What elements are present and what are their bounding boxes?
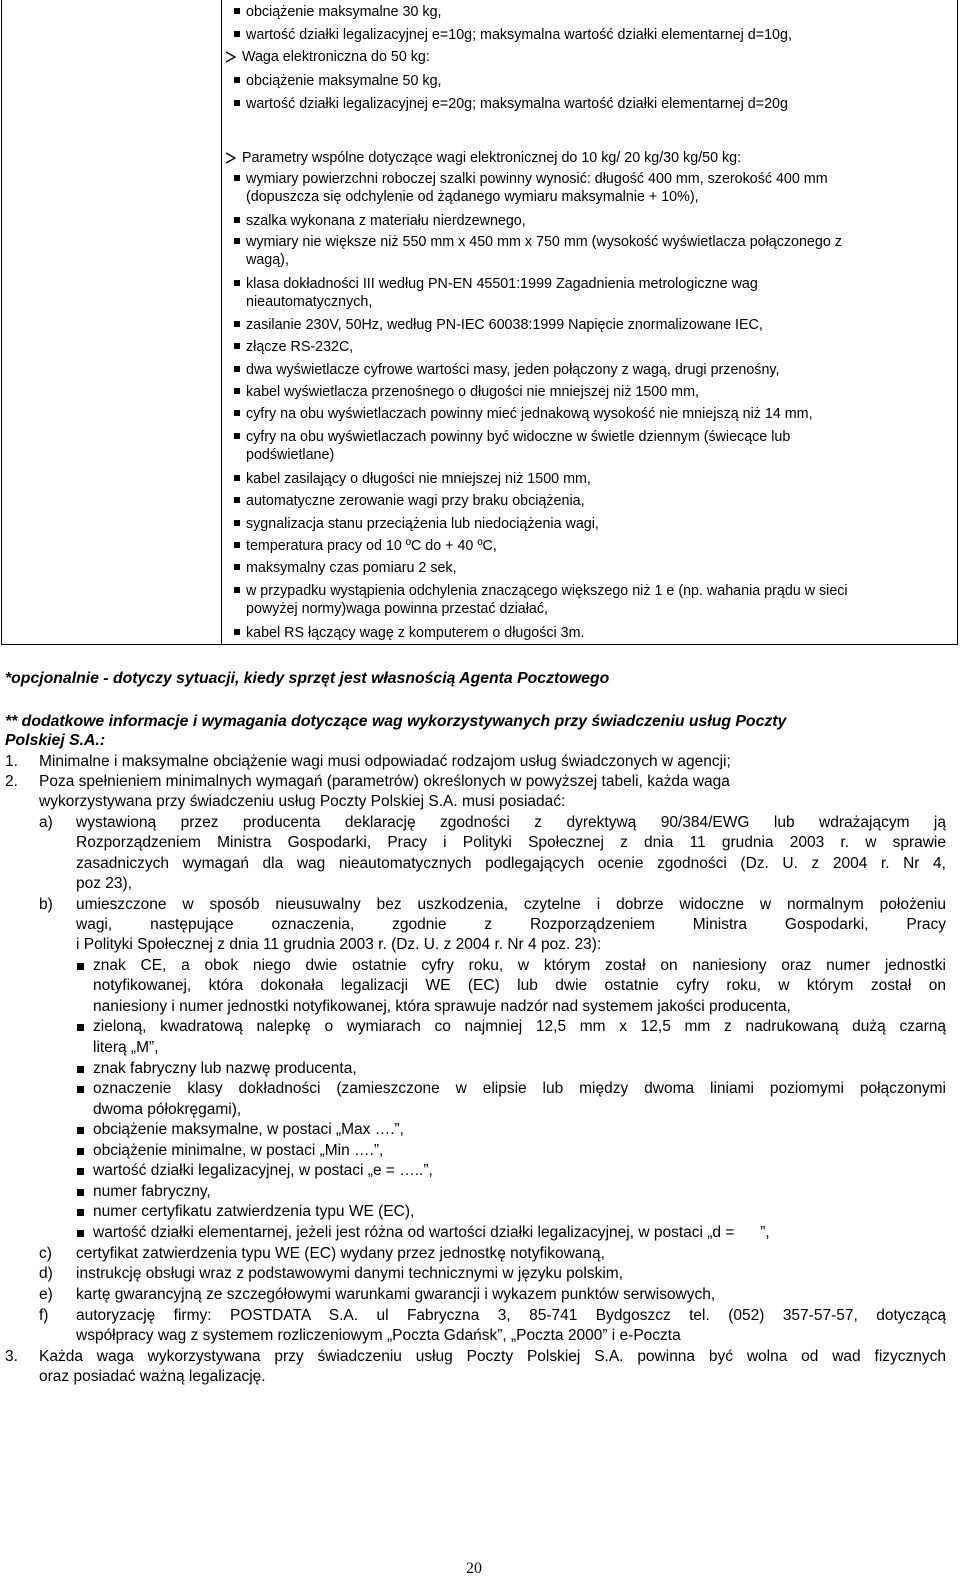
extra-info-heading-cont: Polskiej S.A.: xyxy=(5,732,106,749)
sub-label: a) xyxy=(39,814,53,831)
sub-label: f) xyxy=(39,1307,49,1324)
marking-item: zieloną, kwadratową nalepkę o wymiarach co najmniej 12,5 mm x 12,5 mm z nadrukowaną dużą czarną xyxy=(93,1018,946,1035)
bullet-square-icon xyxy=(234,564,240,570)
marking-item: numer fabryczny, xyxy=(93,1183,211,1200)
sub-item-b-line: i Polityki Społecznej z dnia 11 grudnia 2003 r. (Dz. U. z 2004 r. Nr 4 poz. 23): xyxy=(76,936,602,953)
sub-label: c) xyxy=(39,1245,52,1262)
sub-item-a-line: poz 23), xyxy=(76,875,133,892)
list-item-1: Minimalne i maksymalne obciążenie wagi musi odpowiadać rodzajom usług świadczonych w agencji; xyxy=(39,753,731,770)
page-number: 20 xyxy=(466,1560,482,1577)
table-line: temperatura pracy od 10 ºC do + 40 ºC, xyxy=(246,538,497,554)
bullet-square-icon xyxy=(234,629,240,635)
sub-item-b-line: wagi, następujące oznaczenia, zgodnie z Rozporządzeniem Ministra Gospodarki, Pracy xyxy=(76,916,946,933)
table-line: maksymalny czas pomiaru 2 sek, xyxy=(246,560,457,576)
requirements-table xyxy=(1,0,958,645)
marking-item: obciążenie maksymalne, w postaci „Max ….”, xyxy=(93,1121,404,1138)
bullet-square-icon xyxy=(77,1148,84,1155)
table-line: powyżej normy)waga powinna przestać działać, xyxy=(246,601,548,617)
list-item-3: Każda waga wykorzystywana przy świadczeniu usług Poczty Polskiej S.A. powinna być wolna od wad fizycznych xyxy=(39,1348,946,1365)
table-line: wartość działki legalizacyjnej e=10g; maksymalna wartość działki elementarnej d=10g, xyxy=(246,27,792,43)
sub-item-a-line: wystawioną przez producenta deklarację zgodności z dyrektywą 90/384/EWG lub wdrażającym ją xyxy=(76,814,946,831)
bullet-square-icon xyxy=(234,475,240,481)
bullet-square-icon xyxy=(234,217,240,223)
bullet-square-icon xyxy=(234,321,240,327)
sub-item-f-cont: współpracy wag z systemem rozliczeniowym „Poczta Gdańsk”, „Poczta 2000” i e-Poczta xyxy=(76,1327,681,1344)
bullet-square-icon xyxy=(77,963,84,970)
bullet-square-icon xyxy=(234,366,240,372)
table-left-cell xyxy=(1,0,222,645)
marking-item: oznaczenie klasy dokładności (zamieszczone w elipsie lub między dwoma liniami poziomymi połączonymi xyxy=(93,1080,946,1097)
bullet-square-icon xyxy=(234,410,240,416)
bullet-square-icon xyxy=(234,100,240,106)
table-line: szalka wykonana z materiału nierdzewnego, xyxy=(246,213,526,229)
table-line: klasa dokładności III według PN-EN 45501:1999 Zagadnienia metrologiczne wag xyxy=(246,276,758,292)
table-line: Parametry wspólne dotyczące wagi elektronicznej do 10 kg/ 20 kg/30 kg/50 kg: xyxy=(242,150,742,166)
bullet-square-icon xyxy=(77,1066,84,1073)
table-line: podświetlane) xyxy=(246,447,335,463)
table-line: dwa wyświetlacze cyfrowe wartości masy, jeden połączony z wagą, drugi przenośny, xyxy=(246,362,780,378)
list-item-2: Poza spełnieniem minimalnych wymagań (parametrów) określonych w powyższej tabeli, każda waga xyxy=(39,773,730,790)
list-number: 1. xyxy=(5,753,18,770)
bullet-square-icon xyxy=(77,1086,84,1093)
table-line: cyfry na obu wyświetlaczach powinny być widoczne w świetle dziennym (świecące lub xyxy=(246,429,791,445)
optional-note: *opcjonalnie - dotyczy sytuacji, kiedy sprzęt jest własnością Agenta Pocztowego xyxy=(5,670,610,687)
bullet-square-icon xyxy=(234,175,240,181)
bullet-square-icon xyxy=(234,343,240,349)
table-line: automatyczne zerowanie wagi przy braku obciążenia, xyxy=(246,493,585,509)
marking-item: numer certyfikatu zatwierdzenia typu WE (EC), xyxy=(93,1203,415,1220)
table-line: sygnalizacja stanu przeciążenia lub niedociążenia wagi, xyxy=(246,516,599,532)
list-number: 3. xyxy=(5,1348,18,1365)
table-line: wymiary powierzchni roboczej szalki powinny wynosić: długość 400 mm, szerokość 400 mm xyxy=(246,171,828,187)
sub-item-e: kartę gwarancyjną ze szczegółowymi warunkami gwarancji i wykazem punktów serwisowych, xyxy=(76,1286,716,1303)
list-item-2-cont: wykorzystywana przy świadczeniu usług Poczty Polskiej S.A. musi posiadać: xyxy=(39,793,566,810)
table-line: kabel zasilający o długości nie mniejszej niż 1500 mm, xyxy=(246,471,591,487)
table-right-cell xyxy=(221,0,958,645)
table-line: (dopuszcza się odchylenie od żądanego wymiaru maksymalnie + 10%), xyxy=(246,189,699,205)
marking-item-cont: dwoma półokręgami), xyxy=(93,1101,242,1118)
table-line: obciążenie maksymalne 30 kg, xyxy=(246,4,442,20)
bullet-square-icon xyxy=(77,1189,84,1196)
bullet-square-icon xyxy=(77,1168,84,1175)
bullet-square-icon xyxy=(234,8,240,14)
marking-item: wartość działki legalizacyjnej, w postaci „e = …..”, xyxy=(93,1162,433,1179)
bullet-square-icon xyxy=(77,1024,84,1031)
bullet-square-icon xyxy=(234,542,240,548)
table-line: wartość działki legalizacyjnej e=20g; maksymalna wartość działki elementarnej d=20g xyxy=(246,96,788,112)
table-line: cyfry na obu wyświetlaczach powinny mieć jednakową wysokość nie mniejszą niż 14 mm, xyxy=(246,406,813,422)
table-line: w przypadku wystąpienia odchylenia znaczącego większego niż 1 e (np. wahania prądu w sieci xyxy=(246,583,848,599)
table-line: kabel RS łączący wagę z komputerem o długości 3m. xyxy=(246,625,585,641)
bullet-square-icon xyxy=(234,520,240,526)
table-line: wymiary nie większe niż 550 mm x 450 mm x 750 mm (wysokość wyświetlacza połączonego z xyxy=(246,234,842,250)
bullet-square-icon xyxy=(234,497,240,503)
arrow-bullet-icon xyxy=(225,152,237,164)
sub-item-b-line: umieszczone w sposób nieusuwalny bez uszkodzenia, czytelne i dobrze widoczne w normalnym położeniu xyxy=(76,896,946,913)
marking-item: obciążenie minimalne, w postaci „Min ….”, xyxy=(93,1142,384,1159)
sub-label: e) xyxy=(39,1286,53,1303)
extra-info-heading: ** dodatkowe informacje i wymagania dotyczące wag wykorzystywanych przy świadczeniu usług Poczty xyxy=(5,713,787,730)
marking-item: znak fabryczny lub nazwę producenta, xyxy=(93,1060,357,1077)
sub-item-f: autoryzację firmy: POSTDATA S.A. ul Fabryczna 3, 85-741 Bydgoszcz tel. (052) 357-57-57, dotyczącą xyxy=(76,1307,946,1324)
bullet-square-icon xyxy=(77,1127,84,1134)
table-line: wagą), xyxy=(246,252,289,268)
marking-item: znak CE, a obok niego dwie ostatnie cyfry roku, w którym został on naniesiony oraz numer jednostki xyxy=(93,957,946,974)
table-line: zasilanie 230V, 50Hz, według PN-IEC 60038:1999 Napięcie znormalizowane IEC, xyxy=(246,317,763,333)
sub-item-d: instrukcję obsługi wraz z podstawowymi danymi technicznymi w języku polskim, xyxy=(76,1265,623,1282)
table-line: Waga elektroniczna do 50 kg: xyxy=(242,49,430,65)
sub-label: b) xyxy=(39,896,53,913)
table-line: kabel wyświetlacza przenośnego o długości nie mniejszej niż 1500 mm, xyxy=(246,384,699,400)
marking-item-cont: naniesiony i numer jednostki notyfikowanej, która sprawuje nadzór nad systemem jakości producenta, xyxy=(93,998,791,1015)
bullet-square-icon xyxy=(234,238,240,244)
sub-item-a-line: Rozporządzeniem Ministra Gospodarki, Pracy i Polityki Społecznej z dnia 11 grudnia 2003 r. w sprawie xyxy=(76,834,946,851)
marking-item: wartość działki elementarnej, jeżeli jest różna od wartości działki legalizacyjnej, w postaci „d = ”, xyxy=(93,1224,770,1241)
bullet-square-icon xyxy=(77,1209,84,1216)
bullet-square-icon xyxy=(234,587,240,593)
table-line: złącze RS-232C, xyxy=(246,339,354,355)
bullet-square-icon xyxy=(234,388,240,394)
bullet-square-icon xyxy=(234,280,240,286)
table-line: nieautomatycznych, xyxy=(246,294,373,310)
arrow-bullet-icon xyxy=(225,51,237,63)
marking-item-cont: notyfikowanej, która dokonała legalizacji WE (EC) lub dwie ostatnie cyfry roku, w którym został on xyxy=(93,977,946,994)
sub-label: d) xyxy=(39,1265,53,1282)
table-line: obciążenie maksymalne 50 kg, xyxy=(246,73,442,89)
list-item-3-cont: oraz posiadać ważną legalizację. xyxy=(39,1368,266,1385)
bullet-square-icon xyxy=(77,1230,84,1237)
bullet-square-icon xyxy=(234,433,240,439)
sub-item-c: certyfikat zatwierdzenia typu WE (EC) wydany przez jednostkę notyfikowaną, xyxy=(76,1245,605,1262)
bullet-square-icon xyxy=(234,77,240,83)
marking-item-cont: literą „M”, xyxy=(93,1039,159,1056)
list-number: 2. xyxy=(5,773,18,790)
sub-item-a-line: zasadniczych wymagań dla wag nieautomatycznych podlegających ocenie zgodności (Dz. U. z 2004 r. Nr 4, xyxy=(76,855,946,872)
bullet-square-icon xyxy=(234,31,240,37)
